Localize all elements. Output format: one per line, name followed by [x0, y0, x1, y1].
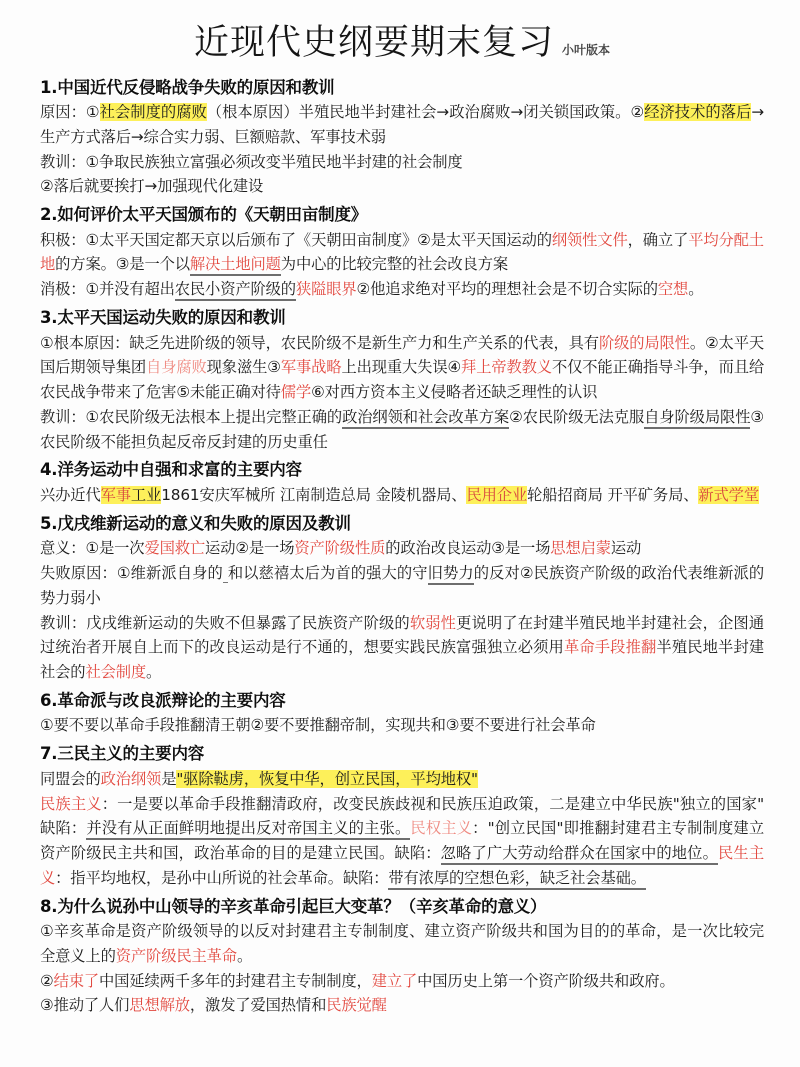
section-7-heading: 7.三民主义的主要内容 — [40, 744, 205, 764]
section-2 — [40, 202, 764, 302]
section-1-heading: 1.中国近代反侵略战争失败的原因和教训 — [40, 77, 335, 97]
section-4-line-1: 兴办近代军事工业1861安庆军械所 江南制造总局 金陵机器局、民用企业轮船招商局 开平矿务局、新式学堂 — [40, 485, 759, 504]
section-1-line-2: 教训：①争取民族独立富强必须改变半殖民地半封建的社会制度 — [40, 152, 463, 171]
section-3-heading: 3.太平天国运动失败的原因和教训 — [40, 307, 286, 327]
section-1 — [40, 75, 764, 200]
section-4 — [40, 457, 764, 507]
section-2-heading: 2.如何评价太平天国颁布的《天朝田亩制度》 — [40, 205, 368, 225]
section-4-heading: 4.洋务运动中自强和求富的主要内容 — [40, 460, 302, 480]
section-7-line-2: 民族主义：一是要以革命手段推翻清政府，改变民族歧视和民族压迫政策，二是建立中华民族"独立的国家" 缺陷：并没有从正面鲜明地提出反对帝国主义的主张。民权主义："创立民国"即推翻封建君主专制制度建立资产阶级民主共和国，政治革命的目的是建立民国。缺陷：忽略了广大劳动给群众在国家中的地位。民生主义：指平均地权，是孙中山所说的社会革命。缺陷：带有浓厚的空想色彩，缺乏社会基础。 — [40, 792, 764, 891]
title-subtitle: 小叶版本 — [562, 42, 611, 57]
section-2-line-1: 积极：①太平天国定都天京以后颁布了《天朝田亩制度》②是太平天国运动的纲领性文件，确立了平均分配土地的方案。③是一个以解决土地问题为中心的比较完整的社会改良方案 — [40, 228, 764, 278]
section-3-line-1: ①根本原因：缺乏先进阶级的领导，农民阶级不是新生产力和生产关系的代表，具有阶级的局限性。②太平天国后期领导集团自身腐败现象滋生③军事战略上出现重大失误④拜上帝教教义不仅不能正确指导斗争，而且给农民战争带来了危害⑤未能正确对待儒学⑥对西方资本主义侵略者还缺乏理性的认识 — [40, 333, 765, 402]
section-5 — [40, 511, 764, 685]
section-8-line-3: ③推动了人们思想解放，激发了爱国热情和民族觉醒 — [40, 996, 387, 1015]
section-2-line-2: 消极：①并没有超出农民小资产阶级的狭隘眼界②他追求绝对平均的理想社会是不切合实际的空想。 — [40, 277, 764, 302]
section-6-heading: 6.革命派与改良派辩论的主要内容 — [40, 690, 286, 710]
section-5-heading: 5.戊戌维新运动的意义和失败的原因及教训 — [40, 513, 351, 533]
title-row — [40, 24, 764, 63]
page-title: 近现代史纲要期末复习 — [193, 23, 554, 63]
section-6 — [40, 688, 764, 738]
section-8-line-1: ①辛亥革命是资产阶级领导的以反对封建君主专制制度、建立资产阶级共和国为目的的革命，是一次比较完全意义上的资产阶级民主革命。 — [40, 922, 764, 965]
section-5-line-2: 失败原因：①维新派自身的 和以慈禧太后为首的强大的守旧势力的反对②民族资产阶级的政治代表维新派的势力弱小 — [40, 564, 764, 607]
section-1-line-1: 原因：①社会制度的腐败（根本原因）半殖民地半封建社会→政治腐败→闭关锁国政策。②经济技术的落后→生产方式落后→综合实力弱、巨额赔款、军事技术弱 — [40, 103, 765, 146]
section-8 — [40, 894, 764, 1019]
section-5-line-1: 意义：①是一次爱国救亡运动②是一场资产阶级性质的政治改良运动③是一场思想启蒙运动 — [40, 539, 642, 558]
section-3 — [40, 305, 764, 454]
section-1-line-3: ②落后就要挨打→加强现代化建设 — [40, 177, 264, 196]
section-7-line-1: 同盟会的政治纲领是"驱除鞑虏，恢复中华，创立民国，平均地权" — [40, 769, 478, 788]
section-3-line-2: 教训：①农民阶级无法根本上提出完整正确的政治纲领和社会改革方案②农民阶级无法克服自身阶级局限性③农民阶级不能担负起反帝反封建的历史重任 — [40, 407, 764, 451]
section-8-line-2: ②结束了中国延续两千多年的封建君主专制制度，建立了中国历史上第一个资产阶级共和政府。 — [40, 971, 675, 990]
section-5-line-3: 教训：戊戌维新运动的失败不但暴露了民族资产阶级的软弱性更说明了在封建半殖民地半封建社会，企图通过统治者开展自上而下的改良运动是行不通的，想要实践民族富强独立必须用革命手段推翻半殖民地半封建社会的社会制度。 — [40, 613, 765, 682]
section-6-line-1: ①要不要以革命手段推翻清王朝②要不要推翻帝制，实现共和③要不要进行社会革命 — [40, 716, 596, 735]
section-7 — [40, 741, 764, 890]
section-8-heading: 8.为什么说孙中山领导的辛亥革命引起巨大变革？（辛亥革命的意义） — [40, 896, 547, 916]
